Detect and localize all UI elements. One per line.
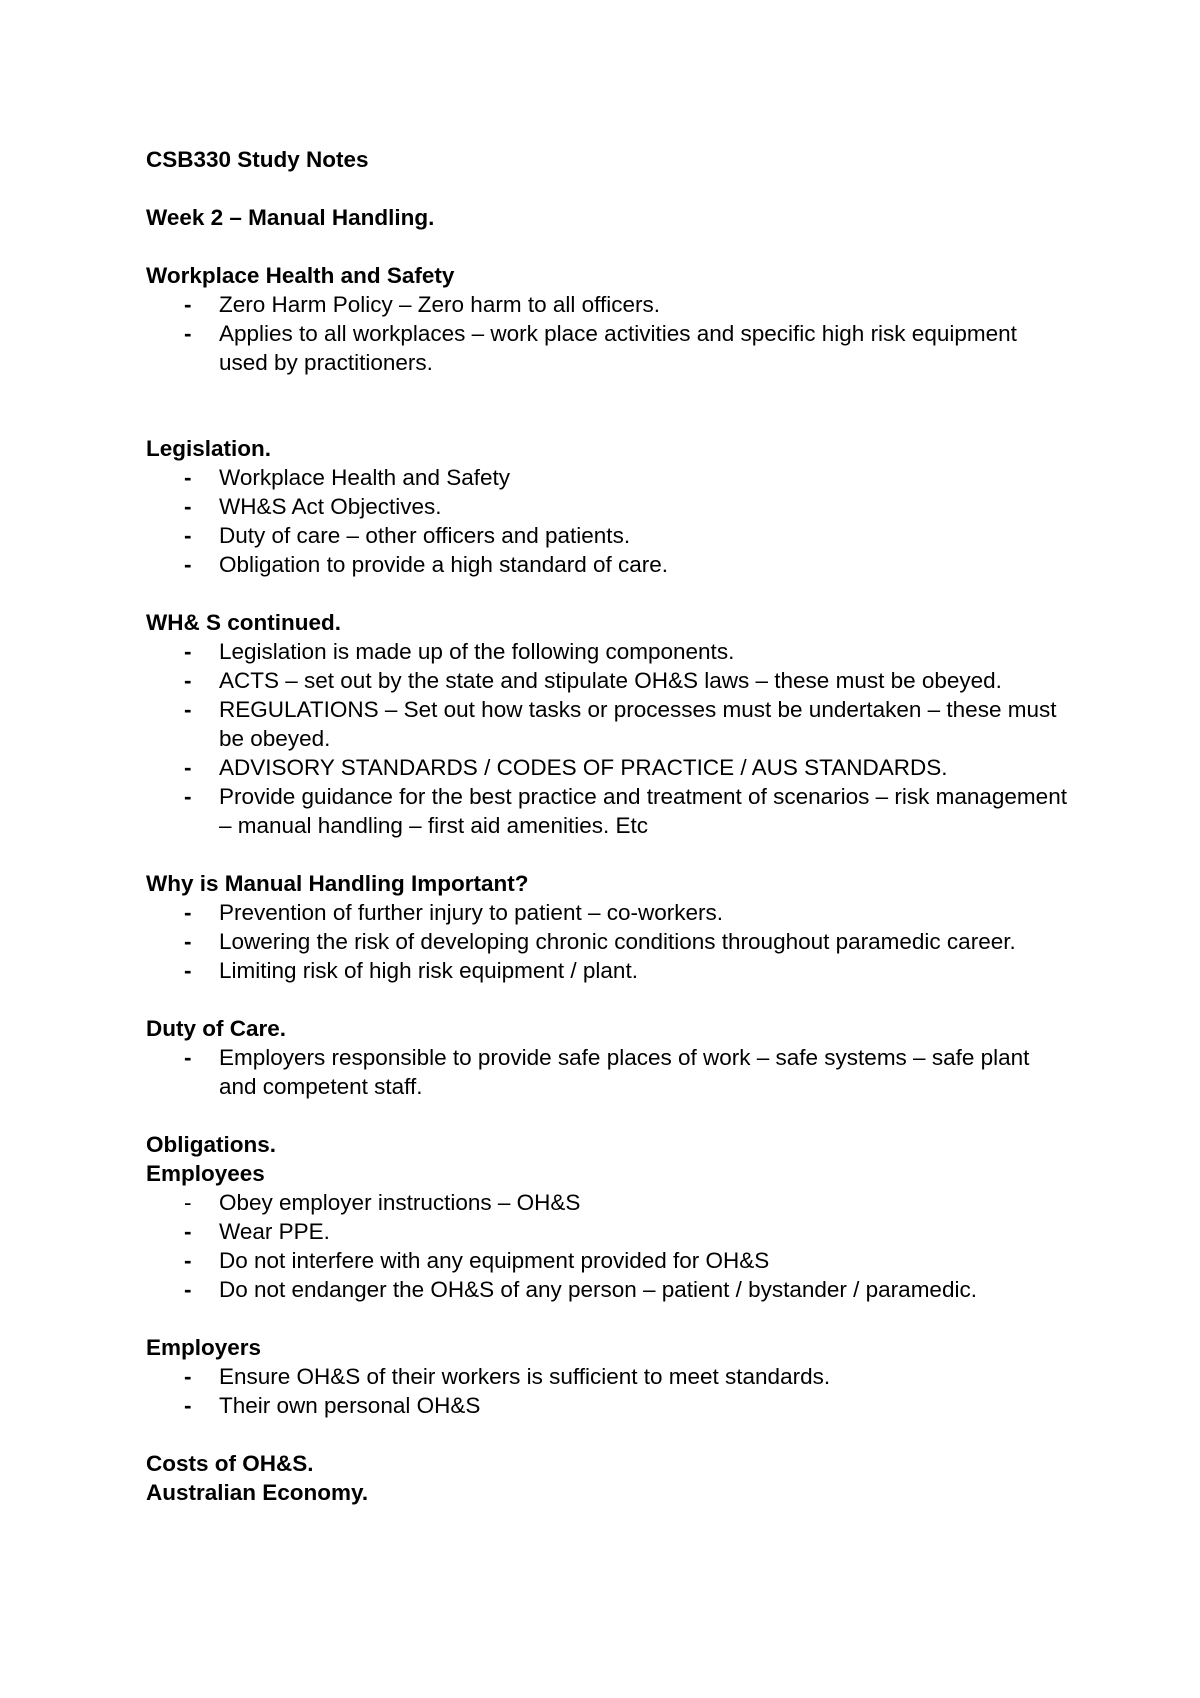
bullet-dash: - — [184, 1364, 192, 1389]
list-item — [146, 637, 1076, 666]
spacer — [146, 377, 1076, 434]
bullet-list-employees — [146, 1188, 1076, 1304]
list-item-text: Limiting risk of high risk equipment / plant. — [219, 958, 638, 983]
list-item — [146, 1217, 1076, 1246]
list-item-text: Legislation is made up of the following components. — [219, 639, 735, 664]
spacer — [146, 579, 1076, 608]
list-item-text: Workplace Health and Safety — [219, 465, 510, 490]
spacer — [146, 1420, 1076, 1449]
section-heading-why-manual-handling: Why is Manual Handling Important? — [146, 871, 529, 896]
section-heading-duty-of-care: Duty of Care. — [146, 1016, 287, 1041]
bullet-list-duty-of-care — [146, 1043, 1076, 1101]
list-item-text: Prevention of further injury to patient – co-workers. — [219, 900, 723, 925]
section-heading-employers: Employers — [146, 1335, 262, 1360]
bullet-dash: - — [184, 958, 192, 983]
list-item — [146, 753, 1076, 782]
bullet-dash: - — [184, 1277, 192, 1302]
list-item — [146, 290, 1076, 319]
spacer — [146, 840, 1076, 869]
bullet-dash: - — [184, 668, 192, 693]
bullet-list-employers — [146, 1362, 1076, 1420]
list-item-text: Do not interfere with any equipment provided for OH&S — [219, 1248, 770, 1273]
list-item — [146, 550, 1076, 579]
list-item — [146, 898, 1076, 927]
list-item — [146, 1391, 1076, 1420]
list-item — [146, 319, 1076, 377]
spacer — [146, 174, 1076, 203]
bullet-dash: - — [184, 1190, 192, 1215]
list-item-text: Obligation to provide a high standard of care. — [219, 552, 669, 577]
bullet-dash: - — [184, 755, 192, 780]
bullet-list-workplace-health-safety — [146, 290, 1076, 377]
list-item — [146, 1043, 1076, 1101]
list-item-text: WH&S Act Objectives. — [219, 494, 442, 519]
section-heading-obligations: Obligations. — [146, 1132, 277, 1157]
bullet-dash: - — [184, 929, 192, 954]
bullet-dash: - — [184, 523, 192, 548]
bullet-dash: - — [184, 1219, 192, 1244]
list-item — [146, 492, 1076, 521]
list-item — [146, 1246, 1076, 1275]
document-page — [146, 145, 1076, 1507]
section-subheading-australian-economy: Australian Economy. — [146, 1480, 369, 1505]
list-item — [146, 927, 1076, 956]
bullet-list-why-manual-handling — [146, 898, 1076, 985]
list-item — [146, 1362, 1076, 1391]
section-heading-workplace-health-safety: Workplace Health and Safety — [146, 263, 455, 288]
list-item-text: Their own personal OH&S — [219, 1393, 481, 1418]
spacer — [146, 985, 1076, 1014]
list-item-text: Lowering the risk of developing chronic conditions throughout paramedic career. — [219, 929, 1016, 954]
list-item-text: Duty of care – other officers and patients. — [219, 523, 631, 548]
section-heading-costs-of-ohs: Costs of OH&S. — [146, 1451, 314, 1476]
bullet-dash: - — [184, 552, 192, 577]
bullet-dash: - — [184, 292, 192, 317]
spacer — [146, 1101, 1076, 1130]
bullet-dash: - — [184, 1045, 192, 1070]
bullet-dash: - — [184, 465, 192, 490]
list-item — [146, 782, 1076, 840]
list-item — [146, 521, 1076, 550]
list-item-text: ADVISORY STANDARDS / CODES OF PRACTICE / AUS STANDARDS. — [219, 755, 948, 780]
bullet-dash: - — [184, 900, 192, 925]
list-item-text: Employers responsible to provide safe places of work – safe systems – safe plant and competent staff. — [219, 1045, 1030, 1099]
list-item-text: Zero Harm Policy – Zero harm to all officers. — [219, 292, 660, 317]
bullet-dash: - — [184, 1393, 192, 1418]
bullet-dash: - — [184, 639, 192, 664]
list-item — [146, 695, 1076, 753]
bullet-dash: - — [184, 321, 192, 346]
list-item-text: Wear PPE. — [219, 1219, 330, 1244]
list-item-text: REGULATIONS – Set out how tasks or processes must be undertaken – these must be obeyed. — [219, 697, 1057, 751]
list-item-text: Ensure OH&S of their workers is sufficient to meet standards. — [219, 1364, 831, 1389]
spacer — [146, 1304, 1076, 1333]
list-item — [146, 666, 1076, 695]
list-item — [146, 463, 1076, 492]
list-item-text: ACTS – set out by the state and stipulate OH&S laws – these must be obeyed. — [219, 668, 1002, 693]
section-heading-whs-continued: WH& S continued. — [146, 610, 341, 635]
bullet-list-whs-continued — [146, 637, 1076, 840]
document-subtitle: Week 2 – Manual Handling. — [146, 205, 435, 230]
section-subheading-employees: Employees — [146, 1161, 265, 1186]
list-item — [146, 1188, 1076, 1217]
spacer — [146, 232, 1076, 261]
list-item-text: Provide guidance for the best practice and treatment of scenarios – risk management – manual handling – first aid amenities. Etc — [219, 784, 1067, 838]
list-item-text: Applies to all workplaces – work place activities and specific high risk equipment used by practitioners. — [219, 321, 1017, 375]
list-item-text: Do not endanger the OH&S of any person – patient / bystander / paramedic. — [219, 1277, 977, 1302]
section-heading-legislation: Legislation. — [146, 436, 272, 461]
list-item-text: Obey employer instructions – OH&S — [219, 1190, 581, 1215]
bullet-list-legislation — [146, 463, 1076, 579]
bullet-dash: - — [184, 1248, 192, 1273]
list-item — [146, 956, 1076, 985]
bullet-dash: - — [184, 697, 192, 722]
document-title: CSB330 Study Notes — [146, 147, 369, 172]
bullet-dash: - — [184, 784, 192, 809]
list-item — [146, 1275, 1076, 1304]
bullet-dash: - — [184, 494, 192, 519]
